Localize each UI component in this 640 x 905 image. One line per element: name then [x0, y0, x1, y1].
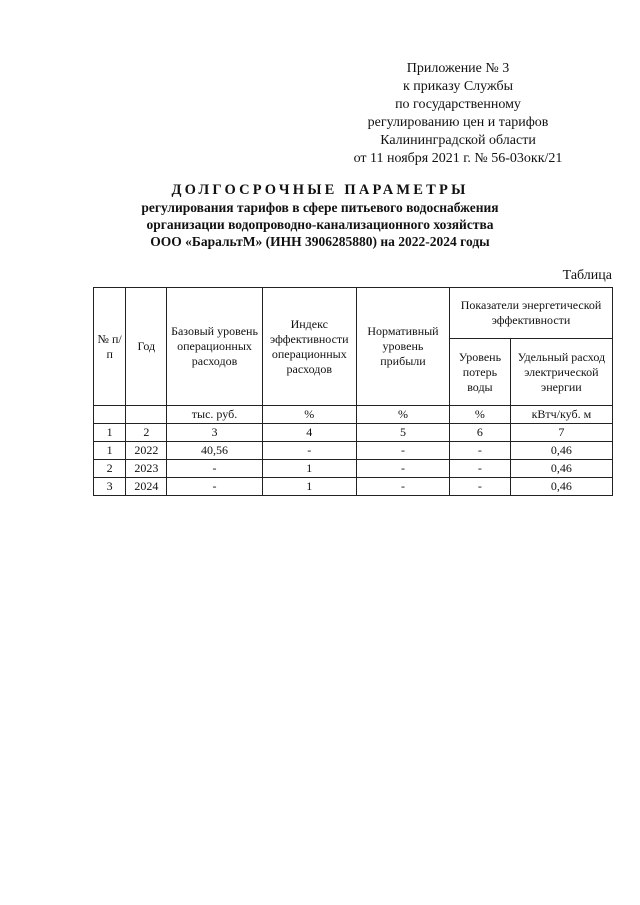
cell-water-loss: - [450, 442, 511, 460]
column-number: 4 [262, 424, 356, 442]
cell-num: 3 [94, 478, 126, 496]
column-number: 6 [450, 424, 511, 442]
appendix-line: к приказу Службы [403, 79, 513, 94]
cell-efficiency-index: 1 [262, 460, 356, 478]
header-specific-consumption: Удельный расход электрической энергии [510, 339, 612, 406]
title-heading: ДОЛГОСРОЧНЫЕ ПАРАМЕТРЫ [171, 182, 469, 198]
cell-base-level: - [167, 478, 262, 496]
table-row [94, 478, 613, 496]
column-number: 1 [94, 424, 126, 442]
parameters-table [93, 287, 613, 496]
header-water-loss: Уровень потерь воды [450, 339, 511, 406]
cell-num: 1 [94, 442, 126, 460]
units-cell: кВтч/куб. м [510, 406, 612, 424]
table-header-row [94, 288, 613, 339]
cell-specific-consumption: 0,46 [510, 478, 612, 496]
appendix-header [328, 60, 588, 168]
cell-year: 2024 [126, 478, 167, 496]
cell-normative-profit: - [356, 478, 449, 496]
column-number: 3 [167, 424, 262, 442]
units-cell-empty [126, 406, 167, 424]
table-caption: Таблица [562, 268, 612, 283]
cell-efficiency-index: 1 [262, 478, 356, 496]
cell-base-level: 40,56 [167, 442, 262, 460]
title-line: организации водопроводно-канализационного хозяйства [146, 217, 494, 232]
header-energy-group: Показатели энергетической эффективности [450, 288, 613, 339]
header-efficiency-index: Индекс эффективности операционных расходов [262, 288, 356, 406]
column-numbers-row [94, 424, 613, 442]
cell-year: 2023 [126, 460, 167, 478]
title-line: ООО «БаральтМ» (ИНН 3906285880) на 2022-2024 годы [150, 234, 490, 249]
header-normative-profit: Нормативный уровень прибыли [356, 288, 449, 406]
header-num: № п/п [94, 288, 126, 406]
appendix-line: по государственному [395, 97, 521, 112]
column-number: 7 [510, 424, 612, 442]
cell-efficiency-index: - [262, 442, 356, 460]
appendix-line: от 11 ноября 2021 г. № 56-03окк/21 [353, 151, 563, 166]
cell-specific-consumption: 0,46 [510, 442, 612, 460]
cell-base-level: - [167, 460, 262, 478]
cell-normative-profit: - [356, 460, 449, 478]
header-base-level: Базовый уровень операционных расходов [167, 288, 262, 406]
units-cell: тыс. руб. [167, 406, 262, 424]
appendix-line: Калининградской области [380, 133, 536, 148]
cell-water-loss: - [450, 460, 511, 478]
cell-water-loss: - [450, 478, 511, 496]
table-row [94, 442, 613, 460]
units-row [94, 406, 613, 424]
units-cell: % [450, 406, 511, 424]
cell-normative-profit: - [356, 442, 449, 460]
table-row [94, 460, 613, 478]
units-cell: % [262, 406, 356, 424]
document-title [60, 182, 580, 250]
units-cell-empty [94, 406, 126, 424]
title-line: регулирования тарифов в сфере питьевого водоснабжения [141, 200, 499, 215]
appendix-line: регулированию цен и тарифов [367, 115, 549, 130]
cell-year: 2022 [126, 442, 167, 460]
cell-specific-consumption: 0,46 [510, 460, 612, 478]
column-number: 5 [356, 424, 449, 442]
column-number: 2 [126, 424, 167, 442]
appendix-line: Приложение № 3 [406, 61, 510, 76]
units-cell: % [356, 406, 449, 424]
header-year: Год [126, 288, 167, 406]
cell-num: 2 [94, 460, 126, 478]
